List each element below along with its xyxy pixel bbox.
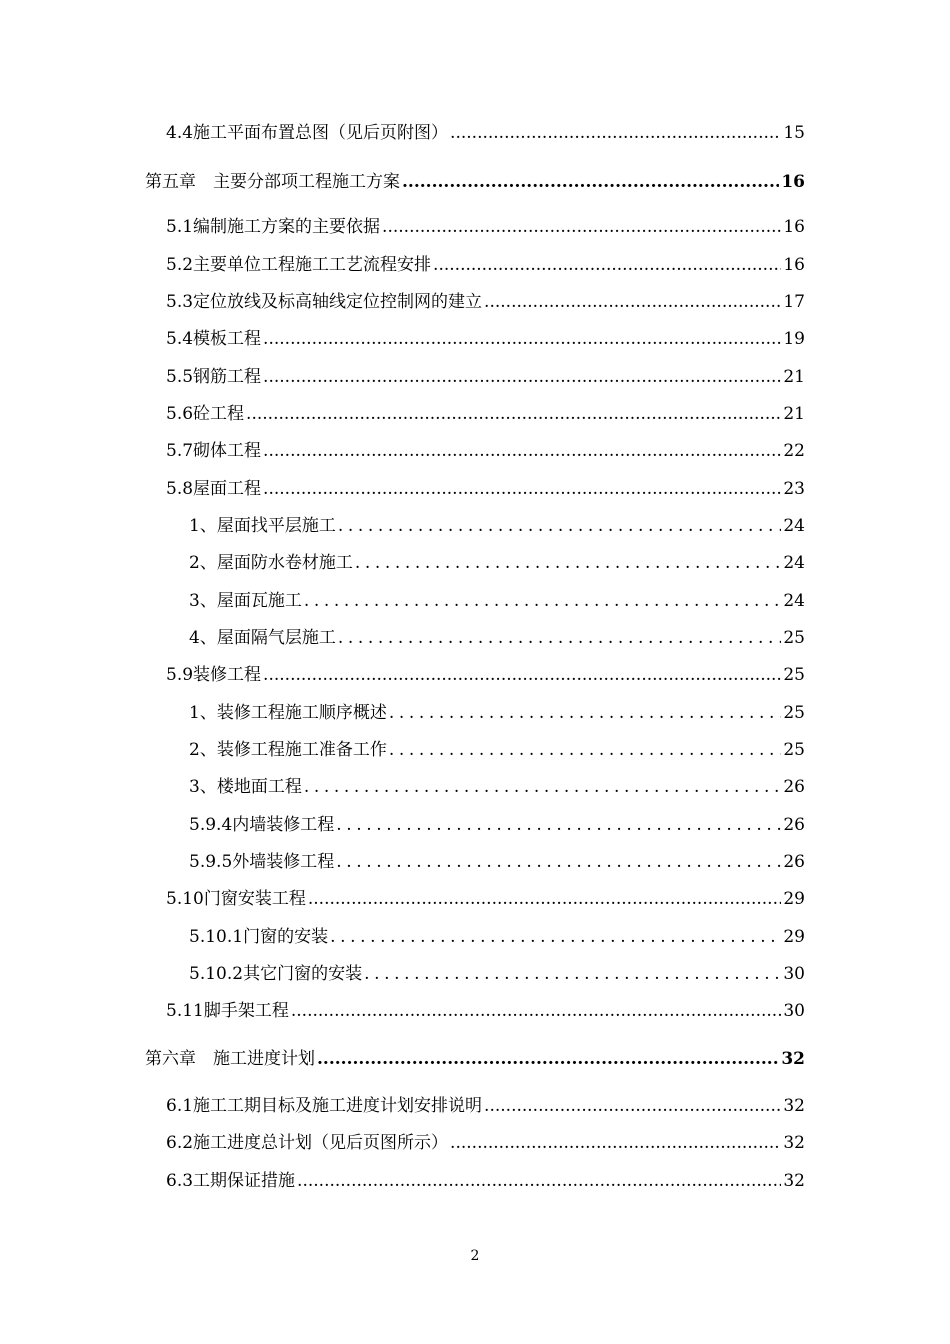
dot-leader xyxy=(263,478,781,500)
dot-leader xyxy=(402,171,779,193)
dot-leader xyxy=(389,702,782,724)
toc-entry-page: 23 xyxy=(783,479,805,499)
toc-entry-5-9-1[interactable] xyxy=(189,700,805,724)
toc-entry-label: 5.9装修工程 xyxy=(166,665,262,685)
dot-leader xyxy=(263,664,781,686)
toc-entry-page: 24 xyxy=(783,591,805,611)
toc-entry-label: 2、装修工程施工准备工作 xyxy=(189,740,387,760)
toc-entry-page: 16 xyxy=(783,255,805,275)
toc-entry-label: 5.9.4内墙装修工程 xyxy=(189,815,335,835)
toc-entry-label: 4.4施工平面布置总图（见后页附图） xyxy=(166,123,449,143)
toc-entry-page: 25 xyxy=(783,665,805,685)
toc-entry-5-10-1[interactable] xyxy=(189,924,805,948)
toc-entry-4-4[interactable] xyxy=(166,120,805,144)
dot-leader xyxy=(364,963,781,985)
toc-entry-label: 5.10.2其它门窗的安装 xyxy=(189,964,363,984)
dot-leader xyxy=(336,851,781,873)
toc-entry-5-9-3[interactable] xyxy=(189,774,805,798)
toc-entry-label: 3、屋面瓦施工 xyxy=(189,591,302,611)
toc-entry-page: 24 xyxy=(783,516,805,536)
dot-leader xyxy=(291,1000,782,1022)
toc-chapter-5[interactable] xyxy=(145,169,805,193)
toc-entry-5-8[interactable] xyxy=(166,476,805,500)
toc-entry-page: 16 xyxy=(783,217,805,237)
toc-chapter-page: 16 xyxy=(781,172,805,192)
dot-leader xyxy=(263,366,781,388)
dot-leader xyxy=(484,1095,781,1117)
toc-entry-page: 30 xyxy=(783,964,805,984)
toc-entry-label: 6.2施工进度总计划（见后页图所示） xyxy=(166,1133,449,1153)
toc-entry-page: 21 xyxy=(783,367,805,387)
toc-entry-label: 3、楼地面工程 xyxy=(189,777,302,797)
toc-entry-page: 26 xyxy=(783,852,805,872)
dot-leader xyxy=(317,1048,779,1070)
toc-entry-page: 32 xyxy=(783,1096,805,1116)
toc-entry-5-9-2[interactable] xyxy=(189,737,805,761)
toc-chapter-page: 32 xyxy=(781,1049,805,1069)
dot-leader xyxy=(308,888,782,910)
toc-entry-label: 5.9.5外墙装修工程 xyxy=(189,852,335,872)
toc-entry-5-2[interactable] xyxy=(166,252,805,276)
toc-entry-label: 5.1编制施工方案的主要依据 xyxy=(166,217,381,237)
toc-entry-label: 2、屋面防水卷材施工 xyxy=(189,553,353,573)
dot-leader xyxy=(336,814,781,836)
dot-leader xyxy=(338,515,782,537)
toc-entry-page: 21 xyxy=(783,404,805,424)
toc-entry-label: 6.1施工工期目标及施工进度计划安排说明 xyxy=(166,1096,483,1116)
toc-entry-label: 5.2主要单位工程施工工艺流程安排 xyxy=(166,255,432,275)
toc-entry-label: 5.6砼工程 xyxy=(166,404,245,424)
toc-entry-page: 29 xyxy=(783,889,805,909)
toc-chapter-6[interactable] xyxy=(145,1046,805,1070)
toc-entry-5-10[interactable] xyxy=(166,886,805,910)
toc-entry-5-6[interactable] xyxy=(166,401,805,425)
dot-leader xyxy=(297,1170,781,1192)
dot-leader xyxy=(263,328,781,350)
dot-leader xyxy=(382,216,781,238)
toc-entry-label: 5.11脚手架工程 xyxy=(166,1001,289,1021)
toc-entry-label: 5.7砌体工程 xyxy=(166,441,262,461)
toc-entry-page: 17 xyxy=(783,292,805,312)
toc-entry-label: 4、屋面隔气层施工 xyxy=(189,628,336,648)
dot-leader xyxy=(246,403,781,425)
dot-leader xyxy=(450,122,781,144)
dot-leader xyxy=(355,552,782,574)
toc-entry-5-8-2[interactable] xyxy=(189,550,805,574)
toc-entry-page: 25 xyxy=(783,628,805,648)
toc-entry-label: 1、屋面找平层施工 xyxy=(189,516,336,536)
toc-entry-page: 30 xyxy=(783,1001,805,1021)
toc-entry-page: 26 xyxy=(783,777,805,797)
toc-entry-5-8-3[interactable] xyxy=(189,588,805,612)
toc-entry-5-7[interactable] xyxy=(166,438,805,462)
toc-entry-page: 25 xyxy=(783,740,805,760)
dot-leader xyxy=(484,291,781,313)
toc-entry-label: 1、装修工程施工顺序概述 xyxy=(189,703,387,723)
dot-leader xyxy=(338,627,782,649)
toc-entry-page: 29 xyxy=(783,927,805,947)
toc-entry-label: 5.10.1门窗的安装 xyxy=(189,927,329,947)
toc-entry-5-9-5[interactable] xyxy=(189,849,805,873)
toc-entry-label: 5.3定位放线及标高轴线定位控制网的建立 xyxy=(166,292,483,312)
toc-chapter-label: 第五章 主要分部项工程施工方案 xyxy=(145,172,400,192)
toc-entry-5-9-4[interactable] xyxy=(189,812,805,836)
toc-entry-5-3[interactable] xyxy=(166,289,805,313)
dot-leader xyxy=(263,440,781,462)
toc-entry-6-1[interactable] xyxy=(166,1093,805,1117)
toc-entry-page: 26 xyxy=(783,815,805,835)
dot-leader xyxy=(330,926,781,948)
toc-entry-page: 24 xyxy=(783,553,805,573)
toc-entry-5-5[interactable] xyxy=(166,364,805,388)
toc-entry-label: 6.3工期保证措施 xyxy=(166,1171,296,1191)
toc-chapter-label: 第六章 施工进度计划 xyxy=(145,1049,315,1069)
toc-entry-5-9[interactable] xyxy=(166,662,805,686)
toc-entry-5-1[interactable] xyxy=(166,214,805,238)
toc-entry-5-4[interactable] xyxy=(166,326,805,350)
toc-entry-5-8-1[interactable] xyxy=(189,513,805,537)
toc-entry-page: 32 xyxy=(783,1133,805,1153)
dot-leader xyxy=(304,590,782,612)
toc-entry-label: 5.4模板工程 xyxy=(166,329,262,349)
toc-entry-5-10-2[interactable] xyxy=(189,961,805,985)
toc-entry-label: 5.8屋面工程 xyxy=(166,479,262,499)
toc-entry-page: 22 xyxy=(783,441,805,461)
page-number: 2 xyxy=(470,1248,480,1264)
dot-leader xyxy=(450,1132,781,1154)
toc-entry-page: 25 xyxy=(783,703,805,723)
dot-leader xyxy=(304,776,782,798)
toc-entry-label: 5.10门窗安装工程 xyxy=(166,889,306,909)
dot-leader xyxy=(433,254,781,276)
toc-entry-page: 15 xyxy=(783,123,805,143)
toc-entry-5-11[interactable] xyxy=(166,998,805,1022)
toc-entry-label: 5.5钢筋工程 xyxy=(166,367,262,387)
dot-leader xyxy=(389,739,782,761)
toc-entry-page: 19 xyxy=(783,329,805,349)
toc-entry-5-8-4[interactable] xyxy=(189,625,805,649)
toc-entry-6-2[interactable] xyxy=(166,1130,805,1154)
toc-entry-page: 32 xyxy=(783,1171,805,1191)
toc-entry-6-3[interactable] xyxy=(166,1168,805,1192)
